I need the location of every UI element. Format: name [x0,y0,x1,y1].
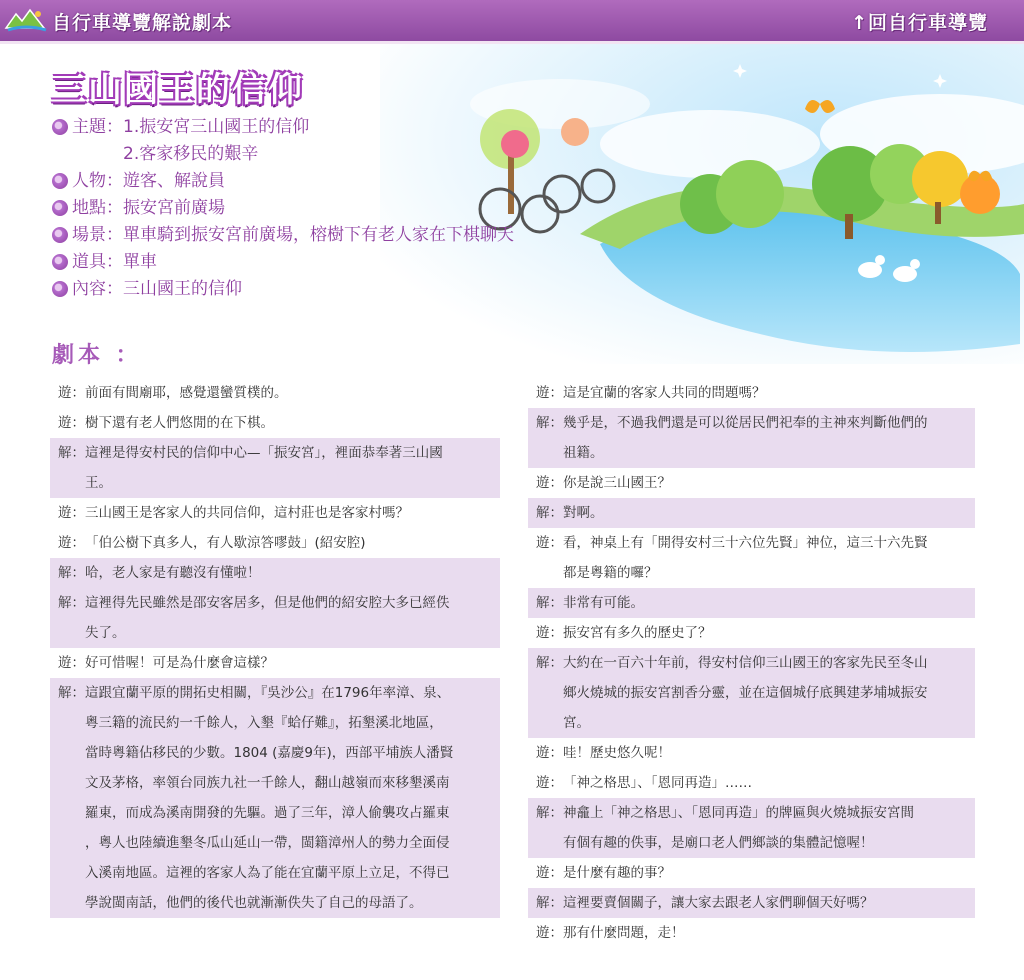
dialogue-text [563,528,975,588]
dialogue-text-line: 哇！歷史悠久呢！ [563,745,671,761]
dialogue-text-line: 有個有趣的佚事，是廟口老人們鄉談的集體記憶喔！ [563,835,874,851]
dialogue-line [528,498,975,528]
info-value-line: 1.振安宮三山國王的信仰 [123,117,310,137]
dialogue-text-line: 這裡要賣個關子，讓大家去跟老人家們聊個天好嗎？ [563,895,874,911]
speaker-label: 遊： [536,475,563,491]
site-title[interactable]: 自行車導覽解說劇本 [52,12,233,34]
info-value-line: 單車騎到振安宮前廣場，榕樹下有老人家在下棋聊天 [123,225,514,245]
speaker-label: 遊： [536,865,563,881]
speaker-label: 遊： [536,625,563,641]
dialogue-text-line: 振安宮有多久的歷史了？ [563,625,712,641]
dialogue-text-line: 非常有可能。 [563,595,644,611]
dialogue-text-line: 你是說三山國王？ [563,475,671,491]
info-key: 地點： [72,198,123,218]
bullet-dot-icon [52,173,68,189]
bullet-dot-icon [52,281,68,297]
speaker-label: 解： [536,805,563,821]
dialogue-text [563,888,975,918]
dialogue-text-line: 幾乎是，不過我們還是可以從居民們祀奉的主神來判斷他們的 [563,415,928,431]
dialogue-line [50,408,500,438]
info-value [123,222,652,249]
dialogue-text-line: 樹下還有老人們悠閒的在下棋。 [85,415,274,431]
speaker-label: 遊： [536,745,563,761]
dialogue-text-line: 王。 [85,475,112,491]
dialogue-text-line: 好可惜喔！可是為什麼會這樣？ [85,655,274,671]
dialogue-text-line: 失了。 [85,625,126,641]
dialogue-line [50,678,500,918]
dialogue-text-line: 大約在一百六十年前，得安村信仰三山國王的客家先民至冬山 [563,655,928,671]
speaker-label: 解： [536,595,563,611]
dialogue-line [50,378,500,408]
info-row [52,276,652,303]
info-row [52,222,652,249]
bullet-dot-icon [52,119,68,135]
info-row [52,168,652,195]
speaker-label: 解： [536,655,563,671]
script-right-column [528,378,975,948]
dialogue-text-line: ，粵人也陸續進墾冬瓜山延山一帶，閩籍漳州人的勢力全面侵 [85,835,450,851]
speaker-label: 遊： [58,415,85,431]
dialogue-text [563,768,975,798]
dialogue-line [528,918,975,948]
dialogue-text [563,498,975,528]
info-value [123,276,652,303]
dialogue-text-line: 是什麼有趣的事？ [563,865,671,881]
top-navigation-bar [0,0,1024,44]
dialogue-text [563,648,975,738]
dialogue-text [563,918,975,948]
dialogue-text-line: 這是宜蘭的客家人共同的問題嗎？ [563,385,766,401]
info-value-line: 三山國王的信仰 [123,279,242,299]
dialogue-text [563,618,975,648]
speaker-label: 遊： [58,535,85,551]
dialogue-text-line: 文及茅格，率領台同族九社一千餘人，翻山越嶺而來移墾溪南 [85,775,450,791]
dialogue-text-line: 看，神桌上有「開得安村三十六位先賢」神位，這三十六先賢 [563,535,928,551]
dialogue-text [85,498,500,528]
dialogue-text-line: 這裡是得安村民的信仰中心—「振安宮」，裡面恭奉著三山國 [85,445,443,461]
dialogue-text-line: 鄉火燒城的振安宮割香分靈，並在這個城仔底興建茅埔城振安 [563,685,928,701]
info-value-line: 2.客家移民的艱辛 [123,144,259,164]
speaker-label: 遊： [58,505,85,521]
dialogue-text-line: 宮。 [563,715,590,731]
dialogue-text [85,678,500,918]
dialogue-text-line: 對啊。 [563,505,604,521]
speaker-label: 解： [536,415,563,431]
dialogue-line [528,378,975,408]
dialogue-line [528,588,975,618]
dialogue-line [528,888,975,918]
back-to-bike-tour-link[interactable]: ↑回自行車導覽 [851,12,988,34]
bullet-dot-icon [52,227,68,243]
dialogue-text-line: 哈，老人家是有聽沒有懂啦！ [85,565,261,581]
dialogue-text-line: 都是粵籍的囉？ [563,565,658,581]
dialogue-text-line: 當時粵籍佔移民的少數。1804 (嘉慶9年)，西部平埔族人潘賢 [85,745,454,761]
speaker-label: 遊： [536,535,563,551]
speaker-label: 解： [536,895,563,911]
speaker-label: 遊： [536,775,563,791]
dialogue-text [85,528,500,558]
script-heading: 劇本 ： [52,343,142,368]
dialogue-line [528,768,975,798]
dialogue-text-line: 入溪南地區。這裡的客家人為了能在宜蘭平原上立足，不得已 [85,865,450,881]
dialogue-line [528,798,975,858]
dialogue-line [528,738,975,768]
dialogue-text [85,588,500,648]
dialogue-text-line: 三山國王是客家人的共同信仰，這村莊也是客家村嗎？ [85,505,409,521]
dialogue-line [528,858,975,888]
info-value [123,168,652,195]
speaker-label: 遊： [536,385,563,401]
dialogue-text-line: 神龕上「神之格思」、「恩同再造」的牌匾與火燒城振安宮間 [563,805,914,821]
dialogue-text-line: 這裡得先民雖然是邵安客居多，但是他們的紹安腔大多已經佚 [85,595,450,611]
info-key: 內容： [72,279,123,299]
script-left-column [50,378,500,918]
dialogue-line [528,408,975,468]
info-key: 場景： [72,225,123,245]
dialogue-text [563,408,975,468]
info-key: 人物： [72,171,123,191]
info-row [52,195,652,222]
dialogue-text [563,798,975,858]
dialogue-text [85,408,500,438]
info-value-line: 振安宮前廣場 [123,198,225,218]
dialogue-line [528,528,975,588]
dialogue-text [563,378,975,408]
dialogue-line [50,438,500,498]
speaker-label: 遊： [536,925,563,941]
speaker-label: 解： [58,445,85,461]
dialogue-text-line: 學說閩南話，他們的後代也就漸漸佚失了自己的母語了。 [85,895,423,911]
dialogue-text [85,438,500,498]
dialogue-line [528,468,975,498]
info-row [52,249,652,276]
dialogue-text-line: 羅東，而成為溪南開發的先驅。過了三年，漳人偷襲攻占羅東 [85,805,450,821]
dialogue-line [50,528,500,558]
dialogue-text-line: 那有什麼問題，走！ [563,925,685,941]
info-value-line: 遊客、解說員 [123,171,225,191]
info-value [123,195,652,222]
dialogue-text [563,858,975,888]
dialogue-line [50,648,500,678]
dialogue-text-line: 「伯公樹下真多人，有人歇涼答嘐鼓」(紹安腔) [85,535,366,551]
dialogue-text [563,468,975,498]
speaker-label: 解： [58,595,85,611]
page-title: 三山國王的信仰 [52,70,304,110]
info-value [123,249,652,276]
dialogue-line [528,618,975,648]
dialogue-line [528,648,975,738]
dialogue-text-line: 「神之格思」、「恩同再造」…… [563,775,752,791]
speaker-label: 遊： [58,655,85,671]
info-key: 主題： [72,117,123,137]
dialogue-text [85,378,500,408]
dialogue-text [85,648,500,678]
script-info-list [52,114,652,303]
info-key: 道具： [72,252,123,272]
dialogue-text [563,588,975,618]
dialogue-line [50,588,500,648]
info-row [52,114,652,168]
speaker-label: 遊： [58,385,85,401]
dialogue-text-line: 祖籍。 [563,445,604,461]
dialogue-text [85,558,500,588]
mountain-logo-icon [4,4,48,34]
dialogue-line [50,558,500,588]
dialogue-line [50,498,500,528]
bullet-dot-icon [52,200,68,216]
speaker-label: 解： [58,685,85,701]
dialogue-text-line: 前面有間廟耶，感覺還蠻質樸的。 [85,385,288,401]
info-value-line: 單車 [123,252,157,272]
speaker-label: 解： [58,565,85,581]
speaker-label: 解： [536,505,563,521]
info-value [123,114,652,168]
dialogue-text [563,738,975,768]
dialogue-text-line: 粵三籍的流民約一千餘人，入墾『蛤仔難』，拓墾溪北地區， [85,715,443,731]
bullet-dot-icon [52,254,68,270]
dialogue-text-line: 這跟宜蘭平原的開拓史相關，『吳沙公』在1796年率漳、泉、 [85,685,451,701]
